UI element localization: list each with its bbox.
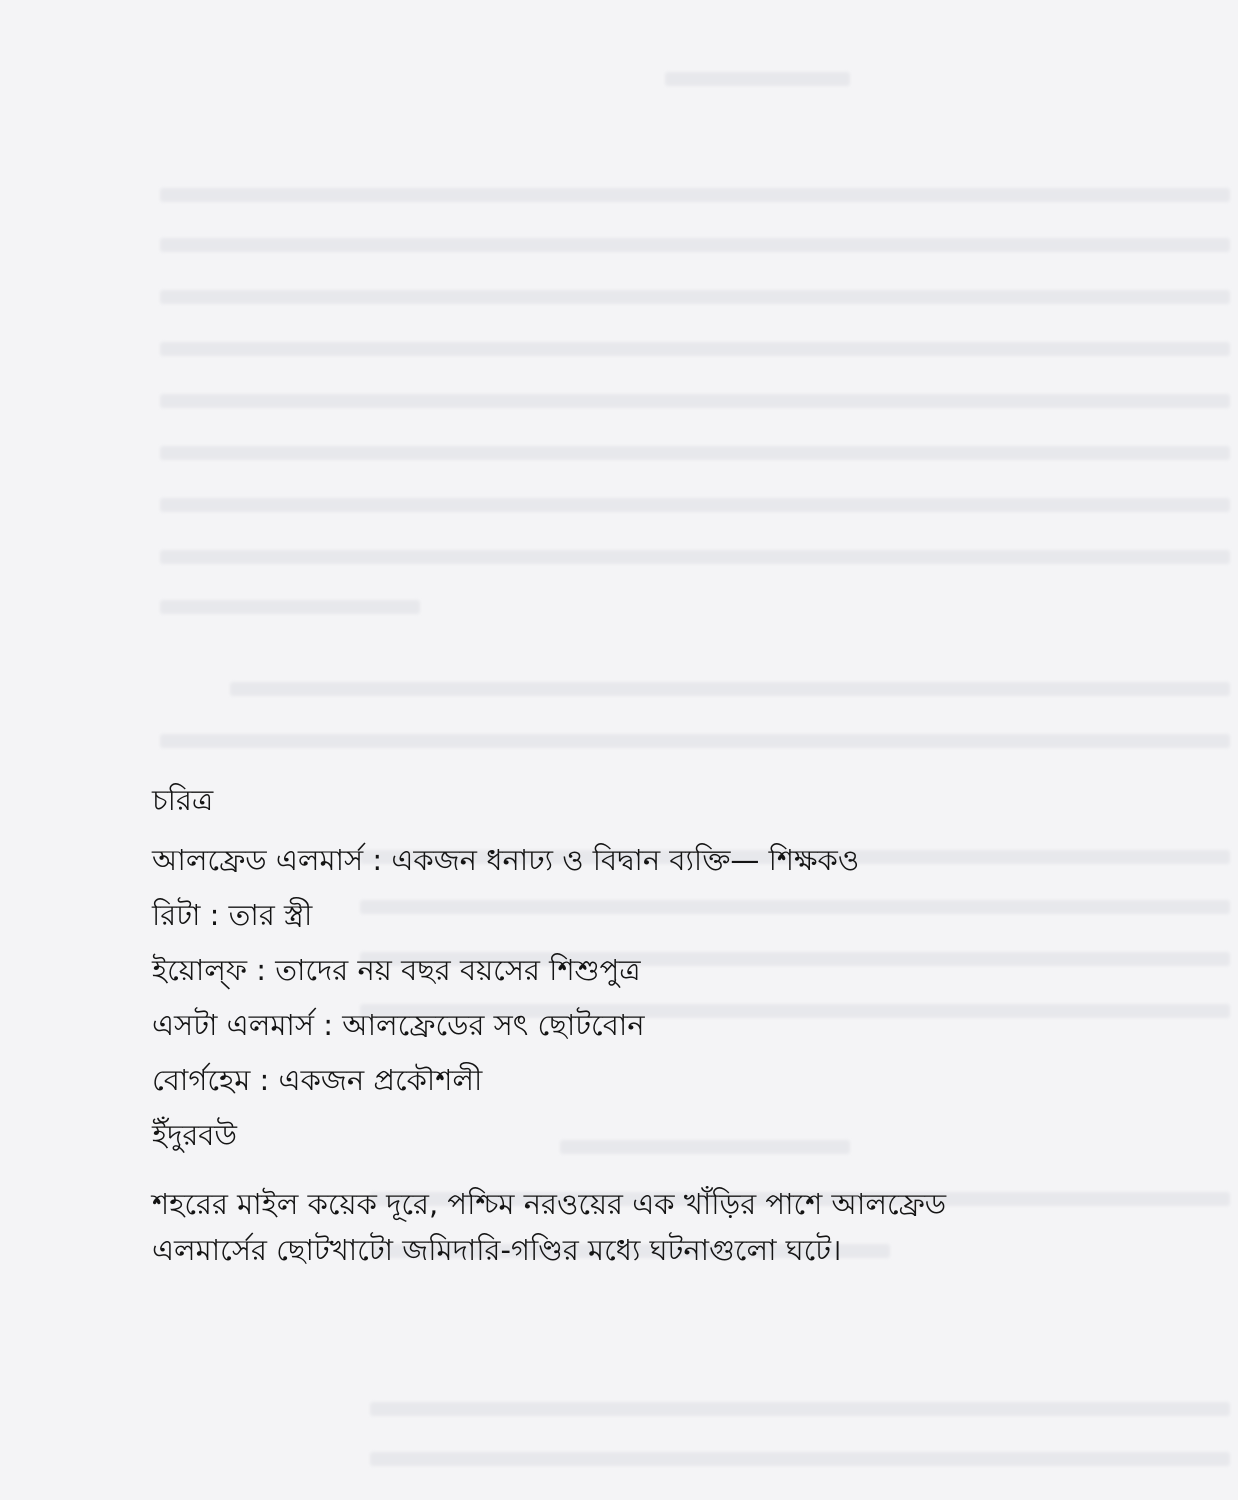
character-alfred: আলফ্রেড এলমার্স : একজন ধনাঢ্য ও বিদ্বান ব্যক্তি— শিক্ষকও — [152, 843, 860, 877]
character-eyolf: ইয়োল্‌ফ : তাদের নয় বছর বয়সের শিশুপুত্র — [152, 953, 641, 987]
character-asta: এসটা এলমার্স : আলফ্রেডের সৎ ছোটবোন — [152, 1008, 645, 1042]
characters-heading: চরিত্র — [152, 783, 214, 817]
rat-wife-label: ইঁদুরবউ — [152, 1118, 238, 1152]
character-list-section — [152, 780, 1212, 1273]
character-rita: রিটা : তার স্ত্রী — [152, 898, 313, 932]
setting-paragraph — [152, 1181, 1212, 1273]
setting-line-1: শহরের মাইল কয়েক দূরে, পশ্চিম নরওয়ের এক খাঁড়ির পাশে আলফ্রেড — [152, 1187, 947, 1221]
setting-line-2: এলমার্সের ছোটখাটো জমিদারি-গণ্ডির মধ্যে ঘটনাগুলো ঘটে। — [152, 1233, 842, 1267]
character-borghejm: বোর্গহেম : একজন প্রকৌশলী — [152, 1063, 483, 1097]
